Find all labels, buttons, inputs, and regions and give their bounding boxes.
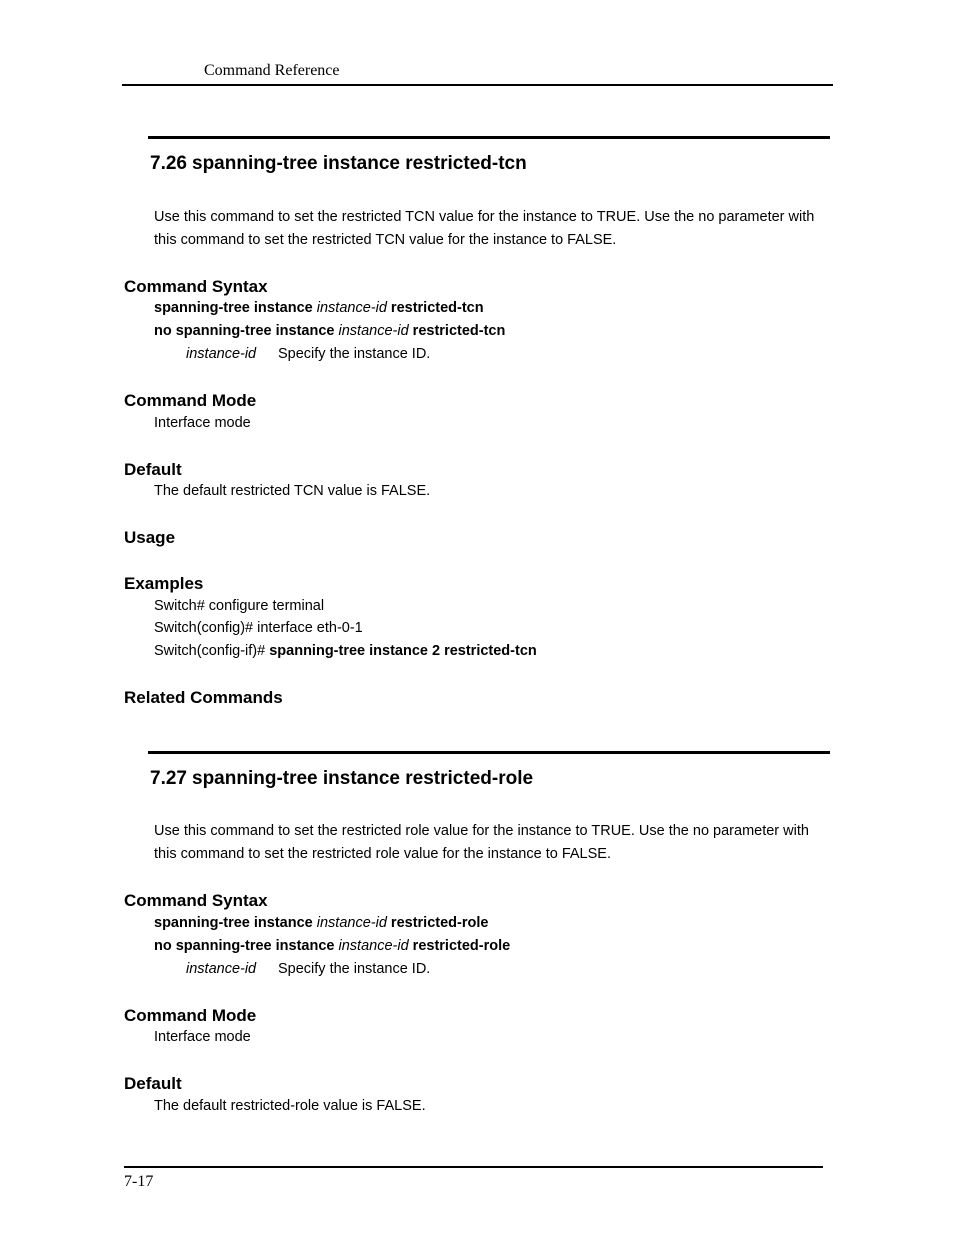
section-rule-7-26 xyxy=(148,136,830,139)
command-mode-text: Interface mode xyxy=(154,1029,251,1045)
default-text: The default restricted-role value is FALSE. xyxy=(154,1098,426,1114)
description-line-2: this command to set the restricted role value for the instance to FALSE. xyxy=(154,846,611,862)
parameter-name: instance-id xyxy=(186,961,257,977)
parameter-description: Specify the instance ID. xyxy=(278,961,431,977)
section-number: 7.27 xyxy=(150,768,187,789)
syntax-line-1: spanning-tree instance instance-id restricted-role xyxy=(154,915,489,931)
syntax-line-2: no spanning-tree instance instance-id restricted-role xyxy=(154,938,511,954)
description-line-1: Use this command to set the restricted TCN value for the instance to TRUE. Use the no parameter with xyxy=(154,209,815,225)
parameter-row xyxy=(186,346,430,362)
command-mode-heading: Command Mode xyxy=(124,391,257,410)
examples-heading: Examples xyxy=(124,574,204,593)
default-text: The default restricted TCN value is FALSE. xyxy=(154,483,431,499)
default-heading: Default xyxy=(124,460,182,479)
page-number: 7-17 xyxy=(124,1173,154,1190)
parameter-row xyxy=(186,961,430,977)
command-syntax-heading: Command Syntax xyxy=(124,891,268,910)
description-line-2: this command to set the restricted TCN value for the instance to FALSE. xyxy=(154,232,617,248)
syntax-line-1: spanning-tree instance instance-id restricted-tcn xyxy=(154,300,484,316)
syntax-line-2: no spanning-tree instance instance-id restricted-tcn xyxy=(154,323,506,339)
example-line: Switch(config)# interface eth-0-1 xyxy=(154,620,363,636)
running-header: Command Reference xyxy=(204,62,340,79)
header-rule xyxy=(122,84,833,86)
section-heading: spanning-tree instance restricted-tcn xyxy=(192,153,527,174)
parameter-description: Specify the instance ID. xyxy=(278,346,431,362)
description-line-1: Use this command to set the restricted role value for the instance to TRUE. Use the no parameter with xyxy=(154,823,809,839)
default-heading: Default xyxy=(124,1074,182,1093)
example-line: Switch# configure terminal xyxy=(154,598,325,614)
footer-rule xyxy=(124,1166,823,1168)
section-heading: spanning-tree instance restricted-role xyxy=(192,768,534,789)
command-mode-heading: Command Mode xyxy=(124,1006,257,1025)
usage-heading: Usage xyxy=(124,528,176,547)
section-title-7-27 xyxy=(150,768,533,790)
related-commands-heading: Related Commands xyxy=(124,688,283,707)
example-line: Switch(config-if)# spanning-tree instance 2 restricted-tcn xyxy=(154,643,537,659)
parameter-name: instance-id xyxy=(186,346,257,362)
section-number: 7.26 xyxy=(150,153,187,174)
section-rule-7-27 xyxy=(148,751,830,754)
section-title-7-26 xyxy=(150,153,527,175)
command-mode-text: Interface mode xyxy=(154,415,251,431)
command-syntax-heading: Command Syntax xyxy=(124,277,268,296)
